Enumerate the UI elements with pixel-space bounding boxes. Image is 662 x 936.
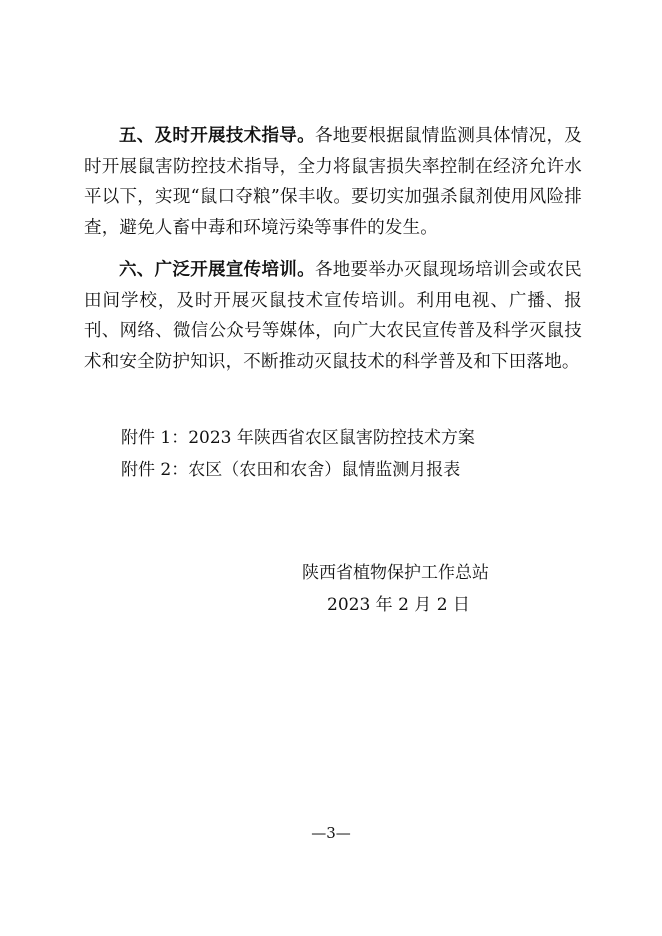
section-6-heading: 六、广泛开展宣传培训。 <box>119 260 315 280</box>
paragraph-section-6 <box>84 255 582 377</box>
section-5-body: 各地要根据鼠情监测具体情况，及时开展鼠害防控技术指导，全力将鼠害损失率控制在经济允许水平以下，实现“鼠口夺粮”保丰收。要切实加强杀鼠剂使用风险排查，避免人畜中毒和环境污染等事件的发生。 <box>84 126 583 238</box>
page-number: —3— <box>311 824 351 842</box>
section-6-body: 各地要举办灭鼠现场培训会或农民田间学校，及时开展灭鼠技术宣传培训。利用电视、广播、报刊、网络、微信公众号等媒体，向广大农民宣传普及科学灭鼠技术和安全防护知识，不断推动灭鼠技术的科学普及和下田落地。 <box>84 260 583 372</box>
signature-date: 2023 年 2 月 2 日 <box>327 595 470 615</box>
paragraph-section-5 <box>84 121 582 243</box>
section-5-heading: 五、及时开展技术指导。 <box>119 126 315 146</box>
attachment-1: 附件 1：2023 年陕西省农区鼠害防控技术方案 <box>121 428 475 448</box>
attachment-2: 附件 2：农区（农田和农舍）鼠情监测月报表 <box>121 460 461 480</box>
signature-organization: 陕西省植物保护工作总站 <box>302 563 489 583</box>
